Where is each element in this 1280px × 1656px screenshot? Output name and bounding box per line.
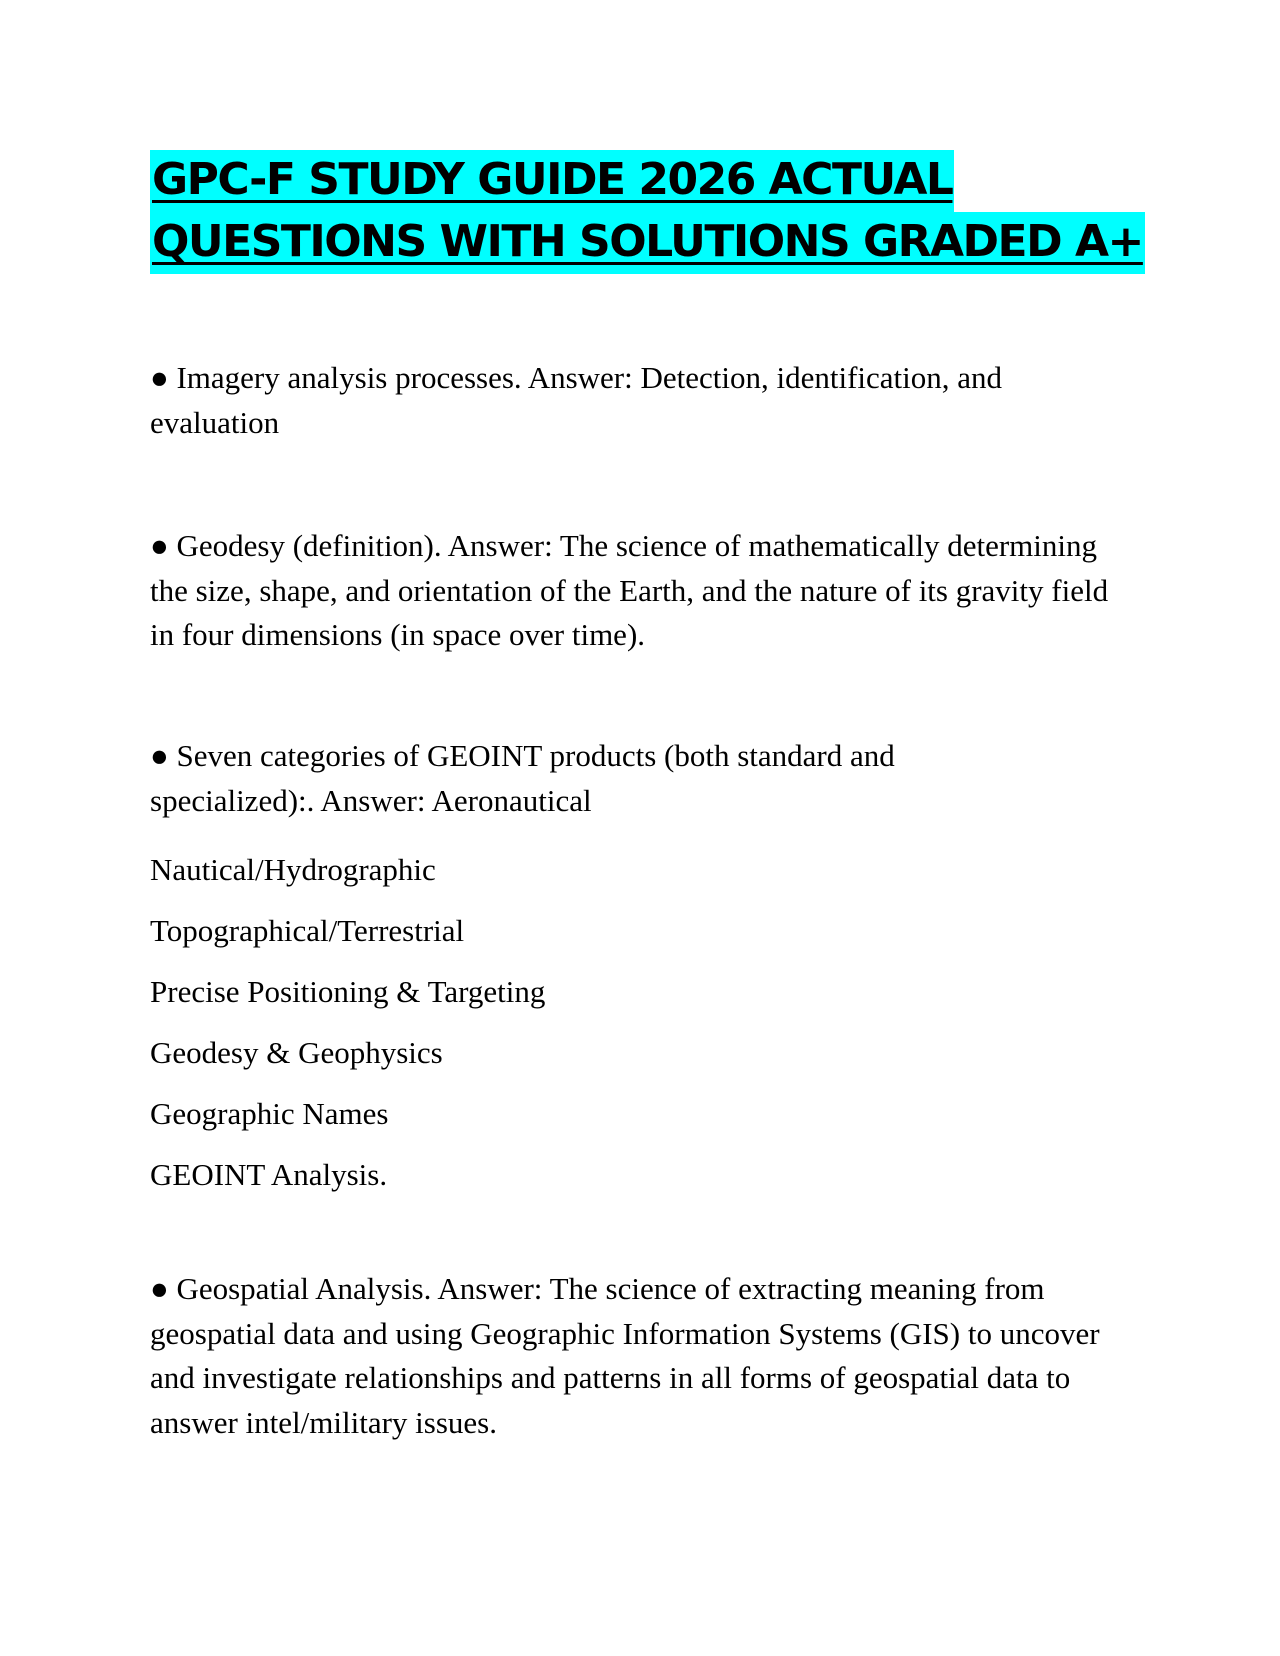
answer-list-item: Geodesy & Geophysics (150, 1035, 443, 1070)
answer-list-item: Precise Positioning & Targeting (150, 974, 546, 1009)
question-text: ● Geospatial Analysis. Answer: The science of extracting meaning from geospatial data and using Geographic Information Systems (GIS) to uncover and investigate relationships and patterns in all forms of geospatial data to answer intel/military issues. (150, 1271, 1100, 1440)
question-text: ● Geodesy (definition). Answer: The science of mathematically determining the size, shape, and orientation of the Earth, and the nature of its gravity field in four dimensions (in space over time). (150, 528, 1109, 652)
question-item (150, 1267, 1130, 1445)
answer-list-item: GEOINT Analysis. (150, 1157, 388, 1192)
answer-list-item: Topographical/Terrestrial (150, 913, 465, 948)
title-line-2: QUESTIONS WITH SOLUTIONS GRADED A+ (150, 212, 1145, 274)
answer-list (150, 839, 1130, 1205)
title-line-1: GPC-F STUDY GUIDE 2026 ACTUAL (150, 150, 954, 212)
answer-list-item: Nautical/Hydrographic (150, 852, 436, 887)
question-item (150, 356, 1130, 445)
document-title (150, 150, 1150, 274)
question-text: ● Imagery analysis processes. Answer: Detection, identification, and evaluation (150, 360, 1003, 440)
question-item (150, 734, 1130, 1205)
question-item (150, 524, 1130, 658)
question-text: ● Seven categories of GEOINT products (both standard and specialized):. Answer: Aeronautical (150, 738, 895, 818)
answer-list-item: Geographic Names (150, 1096, 389, 1131)
